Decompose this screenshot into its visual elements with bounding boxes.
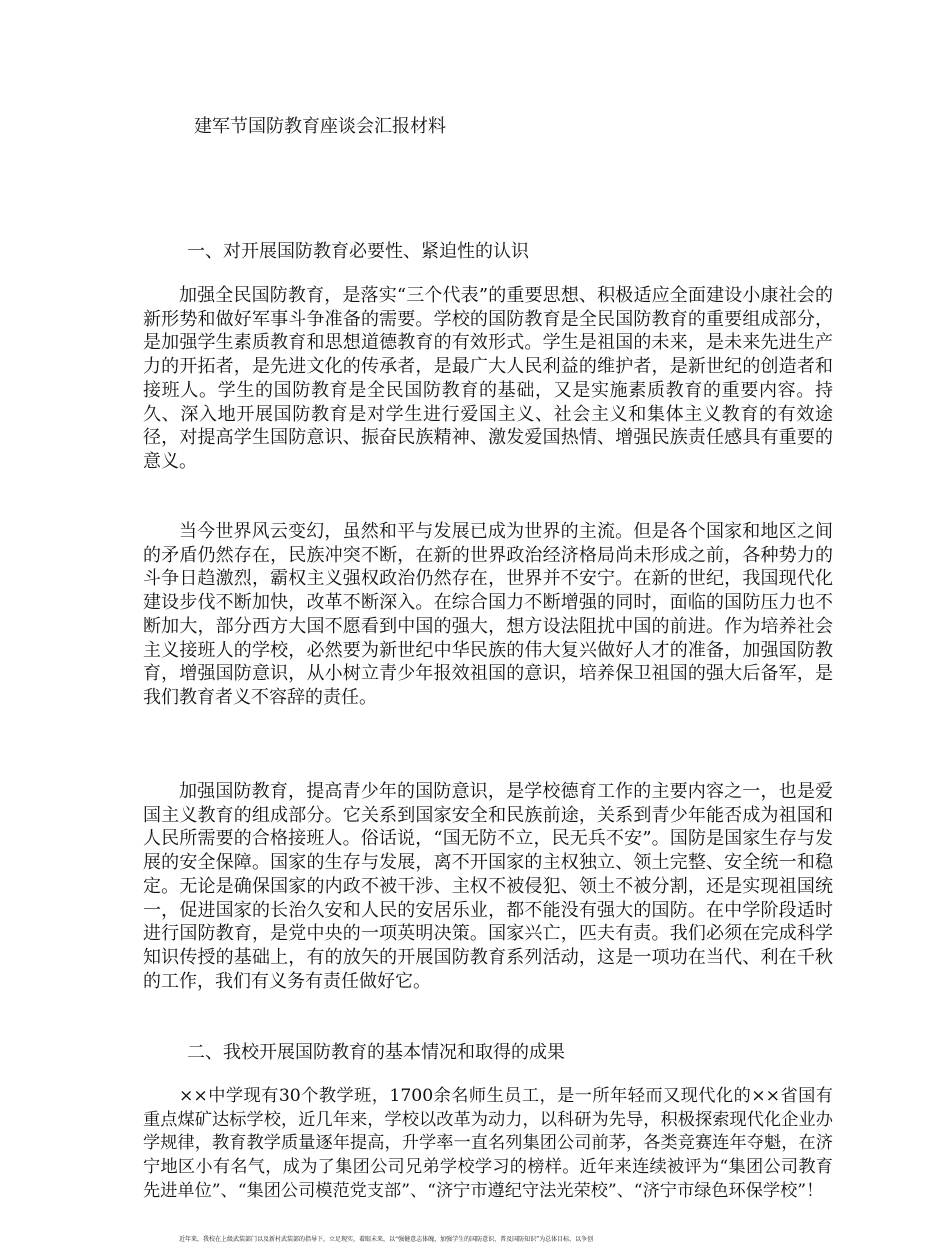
section-2-paragraph-2: 近年来，我校在上级武装部门以及新村武装部的指导下，立足现实，着眼未来，以“强健意志体魄，加强学生的国防意识、普及国防知识”为总体目标，以争创	[179, 1236, 594, 1243]
section-1-paragraph-2: 当今世界风云变幻，虽然和平与发展已成为世界的主流。但是各个国家和地区之间的矛盾仍然存在，民族冲突不断，在新的世界政治经济格局尚未形成之前，各种势力的斗争日趋激烈，霸权主义强权政治仍然存在，世界并不安宁。在新的世纪，我国现代化建设步伐不断加快，改革不断深入。在综合国力不断增强的同时，面临的国防压力也不断加大，部分西方大国不愿看到中国的强大，想方设法阻扰中国的前进。作为培养社会主义接班人的学校，必然要为新世纪中华民族的伟大复兴做好人才的准备，加强国防教育，增强国防意识，从小树立青少年报效祖国的意识，培养保卫祖国的强大后备军，是我们教育者义不容辞的责任。	[143, 521, 833, 708]
section-2-paragraph-1: ××中学现有30个教学班，1700余名师生员工，是一所年轻而又现代化的××省国有重点煤矿达标学校，近几年来，学校以改革为动力，以科研为先导，积极探索现代化企业办学规律，教育教学质量逐年提高，升学率一直名列集团公司前茅，各类竞赛连年夺魁，在济宁地区小有名气，成为了集团公司兄弟学校学习的榜样。近年来连续被评为“集团公司教育先进单位”、“集团公司模范党支部”、“济宁市遵纪守法光荣校”、“济宁市绿色环保学校”！	[143, 1086, 833, 1201]
document-title: 建军节国防教育座谈会汇报材料	[194, 116, 446, 137]
section-heading-2: 二、我校开展国防教育的基本情况和取得的成果	[187, 1042, 565, 1063]
section-1-paragraph-3: 加强国防教育，提高青少年的国防意识，是学校德育工作的主要内容之一，也是爱国主义教育的组成部分。它关系到国家安全和民族前途，关系到青少年能否成为祖国和人民所需要的合格接班人。俗话说，“国无防不立，民无兵不安”。国防是国家生存与发展的安全保障。国家的生存与发展，离不开国家的主权独立、领土完整、安全统一和稳定。无论是确保国家的内政不被干涉、主权不被侵犯、领土不被分割，还是实现祖国统一，促进国家的长治久安和人民的安居乐业，都不能没有强大的国防。在中学阶段适时进行国防教育，是党中央的一项英明决策。国家兴亡，匹夫有责。我们必须在完成科学知识传授的基础上，有的放矢的开展国防教育系列活动，这是一项功在当代、利在千秋的工作，我们有义务有责任做好它。	[143, 781, 833, 992]
section-1-paragraph-1: 加强全民国防教育，是落实“三个代表”的重要思想、积极适应全面建设小康社会的新形势和做好军事斗争准备的需要。学校的国防教育是全民国防教育的重要组成部分，是加强学生素质教育和思想道德教育的有效形式。学生是祖国的未来，是未来先进生产力的开拓者，是先进文化的传承者，是最广大人民利益的维护者，是新世纪的创造者和接班人。学生的国防教育是全民国防教育的基础，又是实施素质教育的重要内容。持久、深入地开展国防教育是对学生进行爱国主义、社会主义和集体主义教育的有效途径，对提高学生国防意识、振奋民族精神、激发爱国热情、增强民族责任感具有重要的意义。	[143, 285, 833, 472]
section-heading-1: 一、对开展国防教育必要性、紧迫性的认识	[187, 241, 529, 262]
